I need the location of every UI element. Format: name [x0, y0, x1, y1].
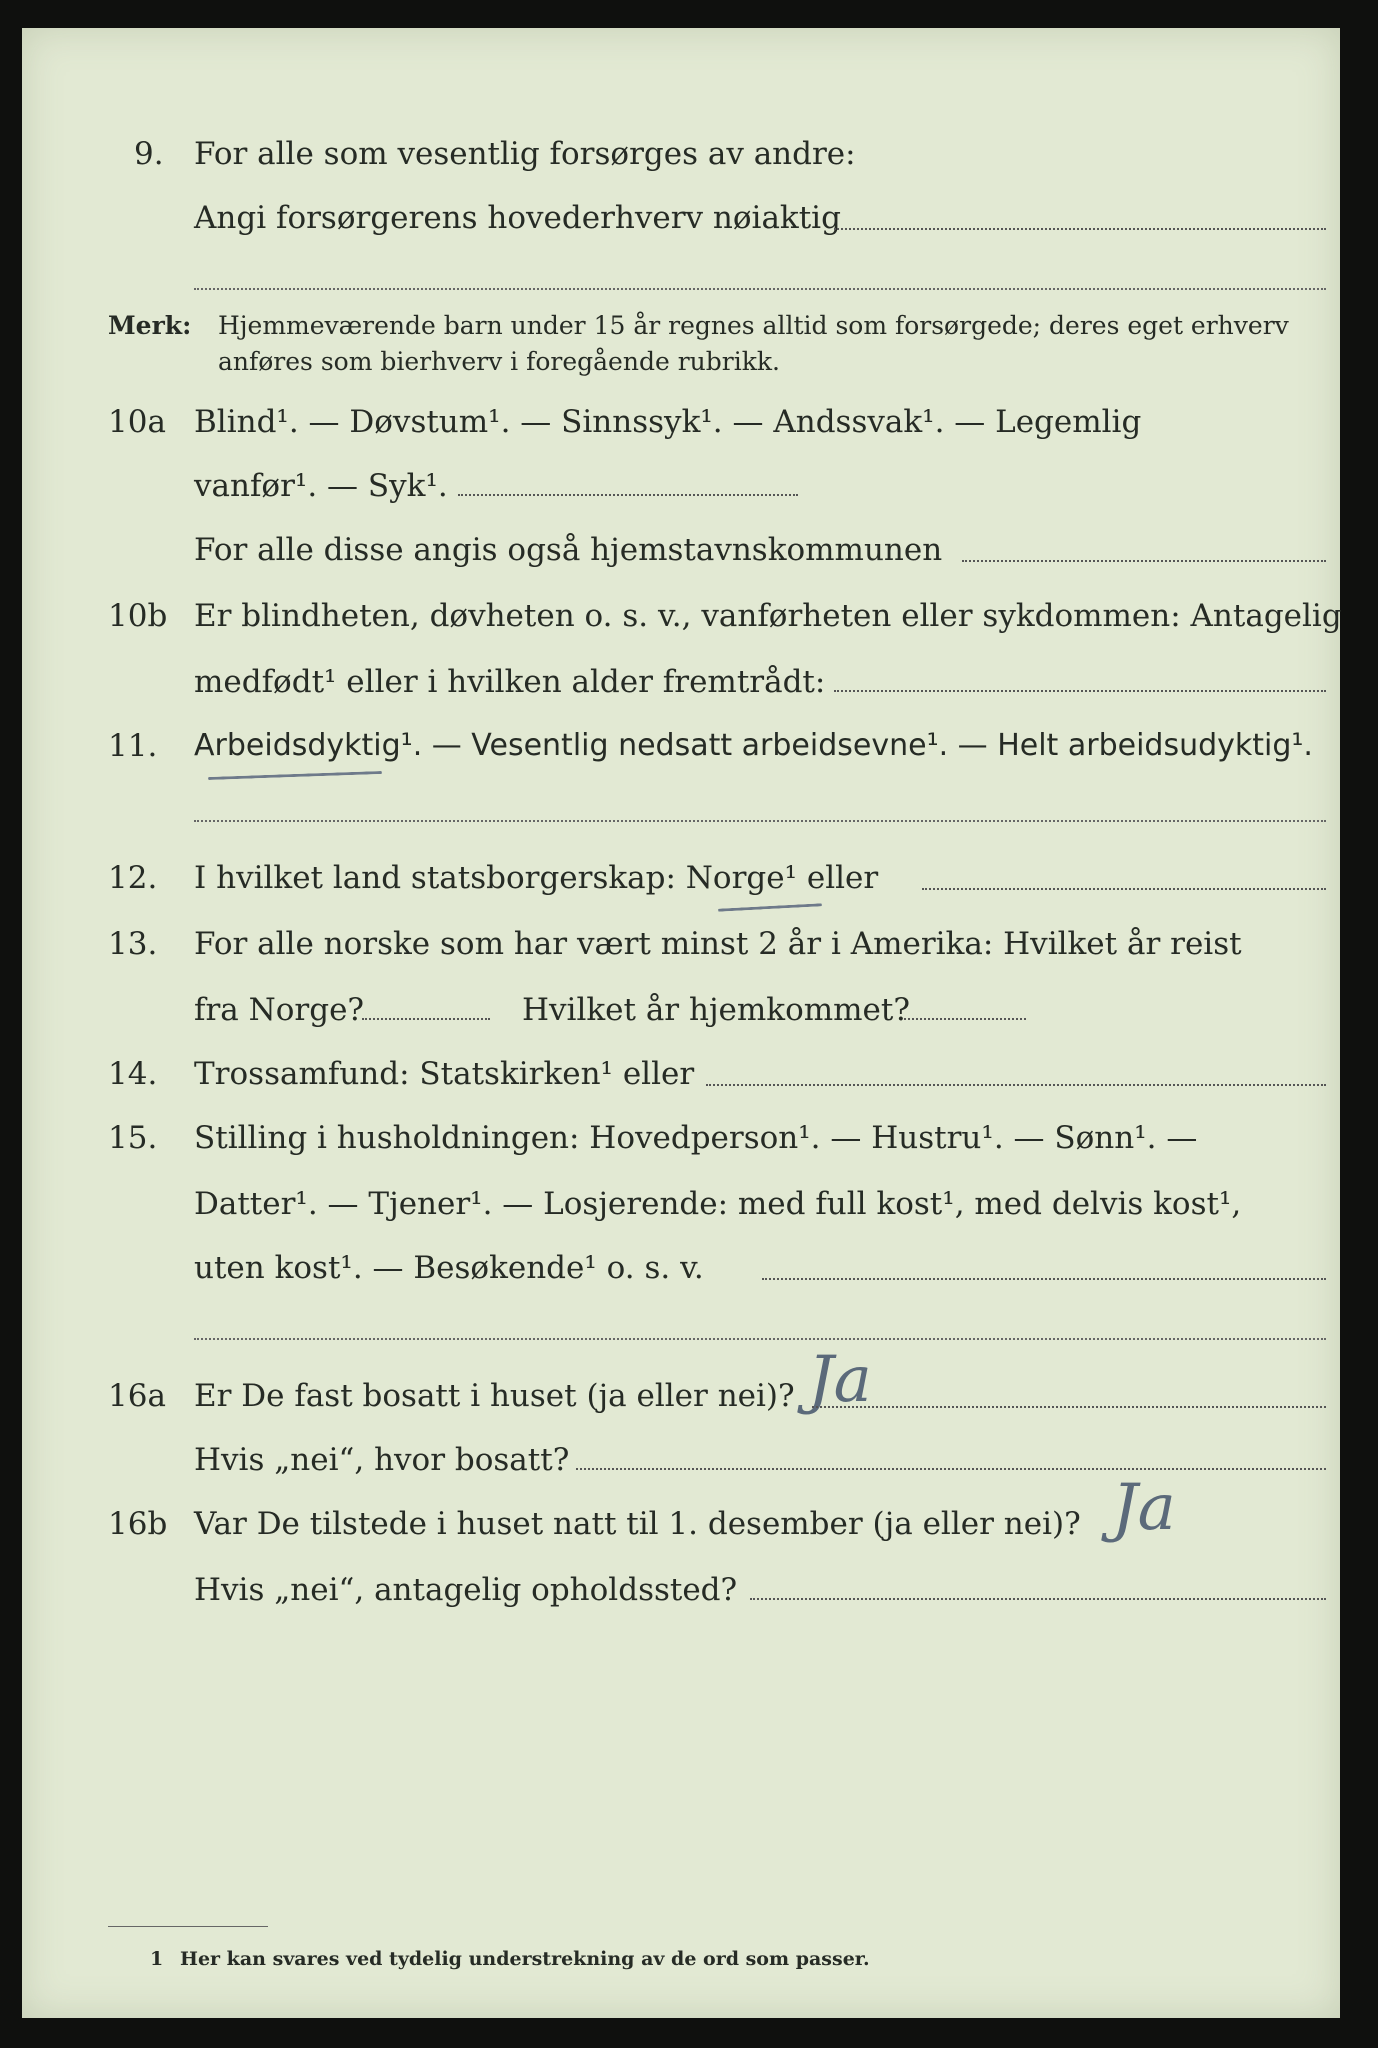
q10a-text-line3: For alle disse angis også hjemstavnskommunen — [194, 532, 943, 568]
q16b-number: 16b — [108, 1506, 168, 1542]
q9-answer-line2[interactable] — [194, 288, 1326, 290]
q12-number: 12. — [108, 860, 158, 896]
q14-number: 14. — [108, 1056, 158, 1092]
q9-text-line2: Angi forsørgerens hovederhverv nøiaktig — [194, 200, 841, 236]
q15-text-line1: Stilling i husholdningen: Hovedperson¹. — Hustru¹. — Sønn¹. — — [194, 1120, 1198, 1156]
q16a-number: 16a — [108, 1378, 166, 1414]
q15-number: 15. — [108, 1120, 158, 1156]
footnote-text: Her kan svares ved tydelig understrekning av de ord som passer. — [180, 1948, 870, 1970]
merk-label: Merk: — [108, 311, 192, 340]
q15-text-line2: Datter¹. — Tjener¹. — Losjerende: med full kost¹, med delvis kost¹, — [194, 1186, 1242, 1222]
q12-handwritten-underline — [718, 903, 822, 911]
q11-answer-line[interactable] — [194, 820, 1326, 822]
q16b-handwritten-answer: Ja — [1112, 1471, 1176, 1545]
q13-text-line2a: fra Norge? — [194, 992, 365, 1028]
q11-text: Arbeidsdyktig¹. — Vesentlig nedsatt arbeidsevne¹. — Helt arbeidsudyktig¹. — [194, 728, 1313, 763]
q16a-answer-line[interactable] — [812, 1406, 1326, 1408]
q14-text: Trossamfund: Statskirken¹ eller — [194, 1056, 695, 1092]
q10a-text-line1: Blind¹. — Døvstum¹. — Sinnssyk¹. — Andssvak¹. — Legemlig — [194, 404, 1142, 440]
q11-handwritten-underline — [208, 771, 382, 780]
q10b-number: 10b — [108, 598, 168, 634]
merk-text-line1: Hjemmeværende barn under 15 år regnes alltid som forsørgede; deres eget erhverv — [218, 311, 1289, 340]
q14-answer-line[interactable] — [706, 1084, 1326, 1086]
q15-answer-line[interactable] — [762, 1278, 1326, 1280]
q16b-text-line2: Hvis „nei“, antagelig opholdssted? — [194, 1572, 738, 1608]
q9-text-line1: For alle som vesentlig forsørges av andre: — [194, 136, 856, 172]
q13-number: 13. — [108, 926, 158, 962]
footnote-mark: 1 — [150, 1948, 164, 1970]
q15-text-line3: uten kost¹. — Besøkende¹ o. s. v. — [194, 1250, 704, 1286]
footnote-separator — [108, 1926, 268, 1927]
q13-text-line1: For alle norske som har vært minst 2 år i Amerika: Hvilket år reist — [194, 926, 1242, 962]
q10a-answer-line[interactable] — [458, 494, 798, 496]
q13-reist-line[interactable] — [362, 1018, 490, 1020]
q10a-number: 10a — [108, 404, 166, 440]
q16a-bosatt-line[interactable] — [576, 1468, 1326, 1470]
q16a-handwritten-answer: Ja — [808, 1343, 872, 1417]
q10a-kommune-line[interactable] — [962, 560, 1326, 562]
q10b-text-line1: Er blindheten, døvheten o. s. v., vanførheten eller sykdommen: Antagelig — [194, 598, 1342, 634]
census-form-page — [22, 28, 1340, 2018]
q16b-opholdssted-line[interactable] — [750, 1598, 1326, 1600]
q12-answer-line[interactable] — [922, 888, 1326, 890]
q9-answer-line[interactable] — [834, 228, 1326, 230]
q10b-answer-line[interactable] — [834, 690, 1326, 692]
q16a-text-line2: Hvis „nei“, hvor bosatt? — [194, 1442, 570, 1478]
q9-number: 9. — [134, 136, 164, 172]
q16a-text-line1: Er De fast bosatt i huset (ja eller nei)? — [194, 1378, 795, 1414]
q16b-text-line1: Var De tilstede i huset natt til 1. desember (ja eller nei)? — [194, 1506, 1081, 1542]
q10b-text-line2: medfødt¹ eller i hvilken alder fremtrådt: — [194, 664, 826, 700]
q11-number: 11. — [108, 728, 158, 764]
q13-text-line2b: Hvilket år hjemkommet? — [522, 992, 910, 1028]
merk-text-line2: anføres som bierhverv i foregående rubrikk. — [218, 347, 780, 376]
q15-answer-line2[interactable] — [194, 1338, 1326, 1340]
q12-text: I hvilket land statsborgerskap: Norge¹ eller — [194, 860, 879, 896]
q13-hjemkommet-line[interactable] — [904, 1018, 1026, 1020]
q10a-text-line2: vanfør¹. — Syk¹. — [194, 468, 448, 504]
